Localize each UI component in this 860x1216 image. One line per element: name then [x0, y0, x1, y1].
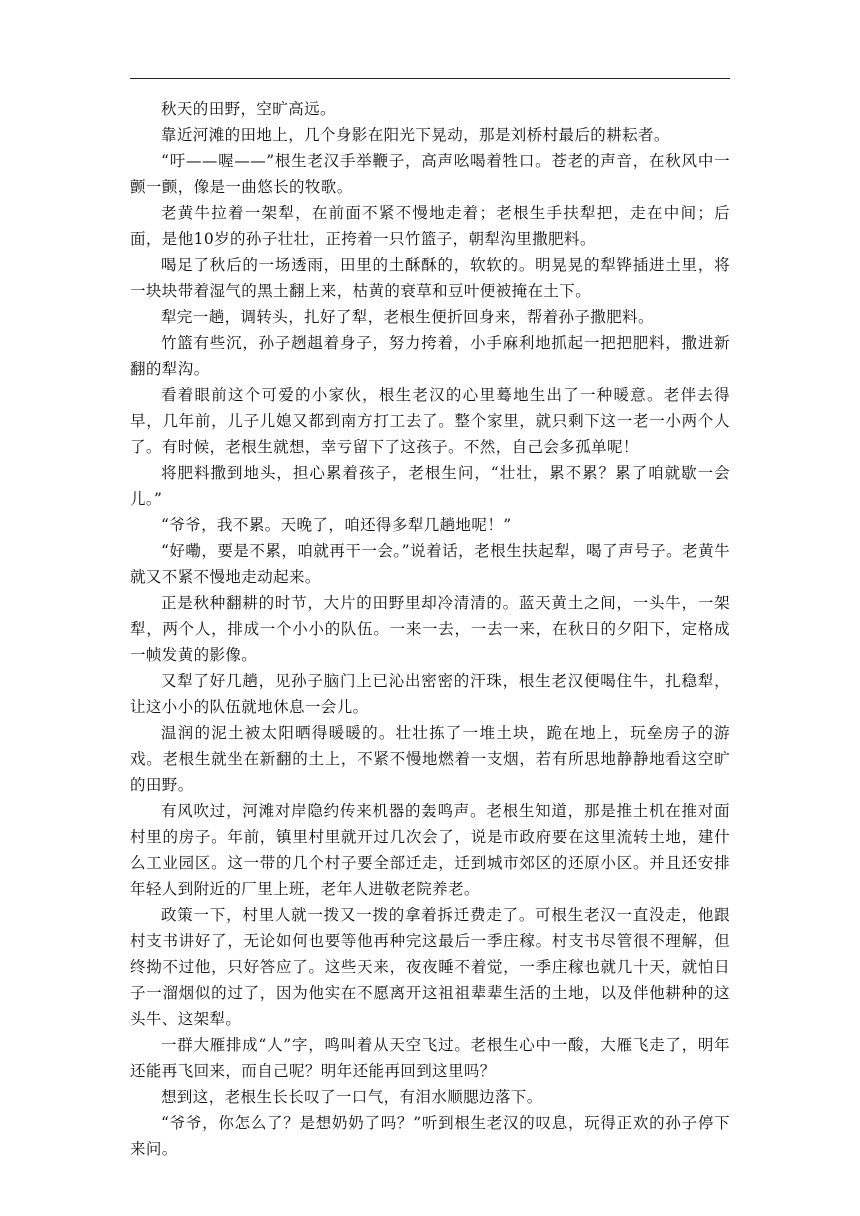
paragraph: “爷爷，我不累。天晚了，咱还得多犁几趟地呢！” — [161, 516, 512, 534]
paragraph: 靠近河滩的田地上，几个身影在阳光下晃动，那是刘桥村最后的耕耘者。 — [161, 126, 670, 144]
paragraph: 将肥料撒到地头，担心累着孩子，老根生问，“壮壮，累不累？累了咱就歇一会儿。” — [130, 464, 730, 508]
paragraph: 正是秋种翻耕的时节，大片的田野里却冷清清的。蓝天黄土之间，一头牛，一架犁，两个人，排成一个小小的队伍。一来一去，一去一来，在秋日的夕阳下，定格成一帧发黄的影像。 — [130, 594, 730, 664]
paragraph: 一群大雁排成“人”字，鸣叫着从天空飞过。老根生心中一酸，大雁飞走了，明年还能再飞回来，而自己呢？明年还能再回到这里吗？ — [130, 1036, 730, 1080]
paragraph: 竹篮有些沉，孙子趔趄着身子，努力挎着，小手麻利地抓起一把把肥料，撒进新翻的犁沟。 — [130, 334, 730, 378]
paragraph: “吁——喔——”根生老汉手举鞭子，高声吆喝着牲口。苍老的声音，在秋风中一颤一颤，像是一曲悠长的牧歌。 — [130, 152, 730, 196]
paragraph: 政策一下，村里人就一拨又一拨的拿着拆迁费走了。可根生老汉一直没走，他跟村支书讲好了，无论如何也要等他再种完这最后一季庄稼。村支书尽管很不理解，但终拗不过他，只好答应了。这些天来，夜夜睡不着觉，一季庄稼也就几十天，就怕日子一溜烟似的过了，因为他实在不愿离开这祖祖辈辈生活的土地，以及伴他耕种的这头牛、这架犁。 — [130, 906, 730, 1028]
paragraph: 温润的泥土被太阳晒得暖暖的。壮壮拣了一堆土块，跪在地上，玩垒房子的游戏。老根生就坐在新翻的土上，不紧不慢地燃着一支烟，若有所思地静静地看这空旷的田野。 — [130, 724, 730, 794]
paragraph: 想到这，老根生长长叹了一口气，有泪水顺腮边落下。 — [161, 1088, 543, 1106]
header-rule — [130, 78, 730, 79]
paragraph: 喝足了秋后的一场透雨，田里的土酥酥的，软软的。明晃晃的犁铧插进土里，将一块块带着湿气的黑土翻上来，枯黄的衰草和豆叶便被掩在土下。 — [130, 256, 730, 300]
paragraph: 看着眼前这个可爱的小家伙，根生老汉的心里蓦地生出了一种暖意。老伴去得早，几年前，儿子儿媳又都到南方打工去了。整个家里，就只剩下这一老一小两个人了。有时候，老根生就想，幸亏留下了这孩子。不然，自己会多孤单呢！ — [130, 386, 730, 456]
paragraph: “爷爷，你怎么了？是想奶奶了吗？”听到根生老汉的叹息，玩得正欢的孙子停下来问。 — [130, 1114, 730, 1158]
paragraph: 老黄牛拉着一架犁，在前面不紧不慢地走着；老根生手扶犁把，走在中间；后面，是他10岁的孙子壮壮，正挎着一只竹篮子，朝犁沟里撒肥料。 — [130, 204, 730, 248]
paragraph: 犁完一趟，调转头，扎好了犁，老根生便折回身来，帮着孙子撒肥料。 — [161, 308, 654, 326]
paragraph: “好嘞，要是不累，咱就再干一会。”说着话，老根生扶起犁，喝了声号子。老黄牛就又不紧不慢地走动起来。 — [130, 542, 730, 586]
paragraph: 秋天的田野，空旷高远。 — [161, 100, 336, 118]
story-body — [130, 96, 730, 1162]
paragraph: 又犁了好几趟，见孙子脑门上已沁出密密的汗珠，根生老汉便喝住牛，扎稳犁，让这小小的队伍就地休息一会儿。 — [130, 672, 730, 716]
paragraph: 有风吹过，河滩对岸隐约传来机器的轰鸣声。老根生知道，那是推土机在推对面村里的房子。年前，镇里村里就开过几次会了，说是市政府要在这里流转土地，建什么工业园区。这一带的几个村子要全部迁走，迁到城市郊区的还原小区。并且还安排年轻人到附近的厂里上班，老年人进敬老院养老。 — [130, 802, 730, 898]
